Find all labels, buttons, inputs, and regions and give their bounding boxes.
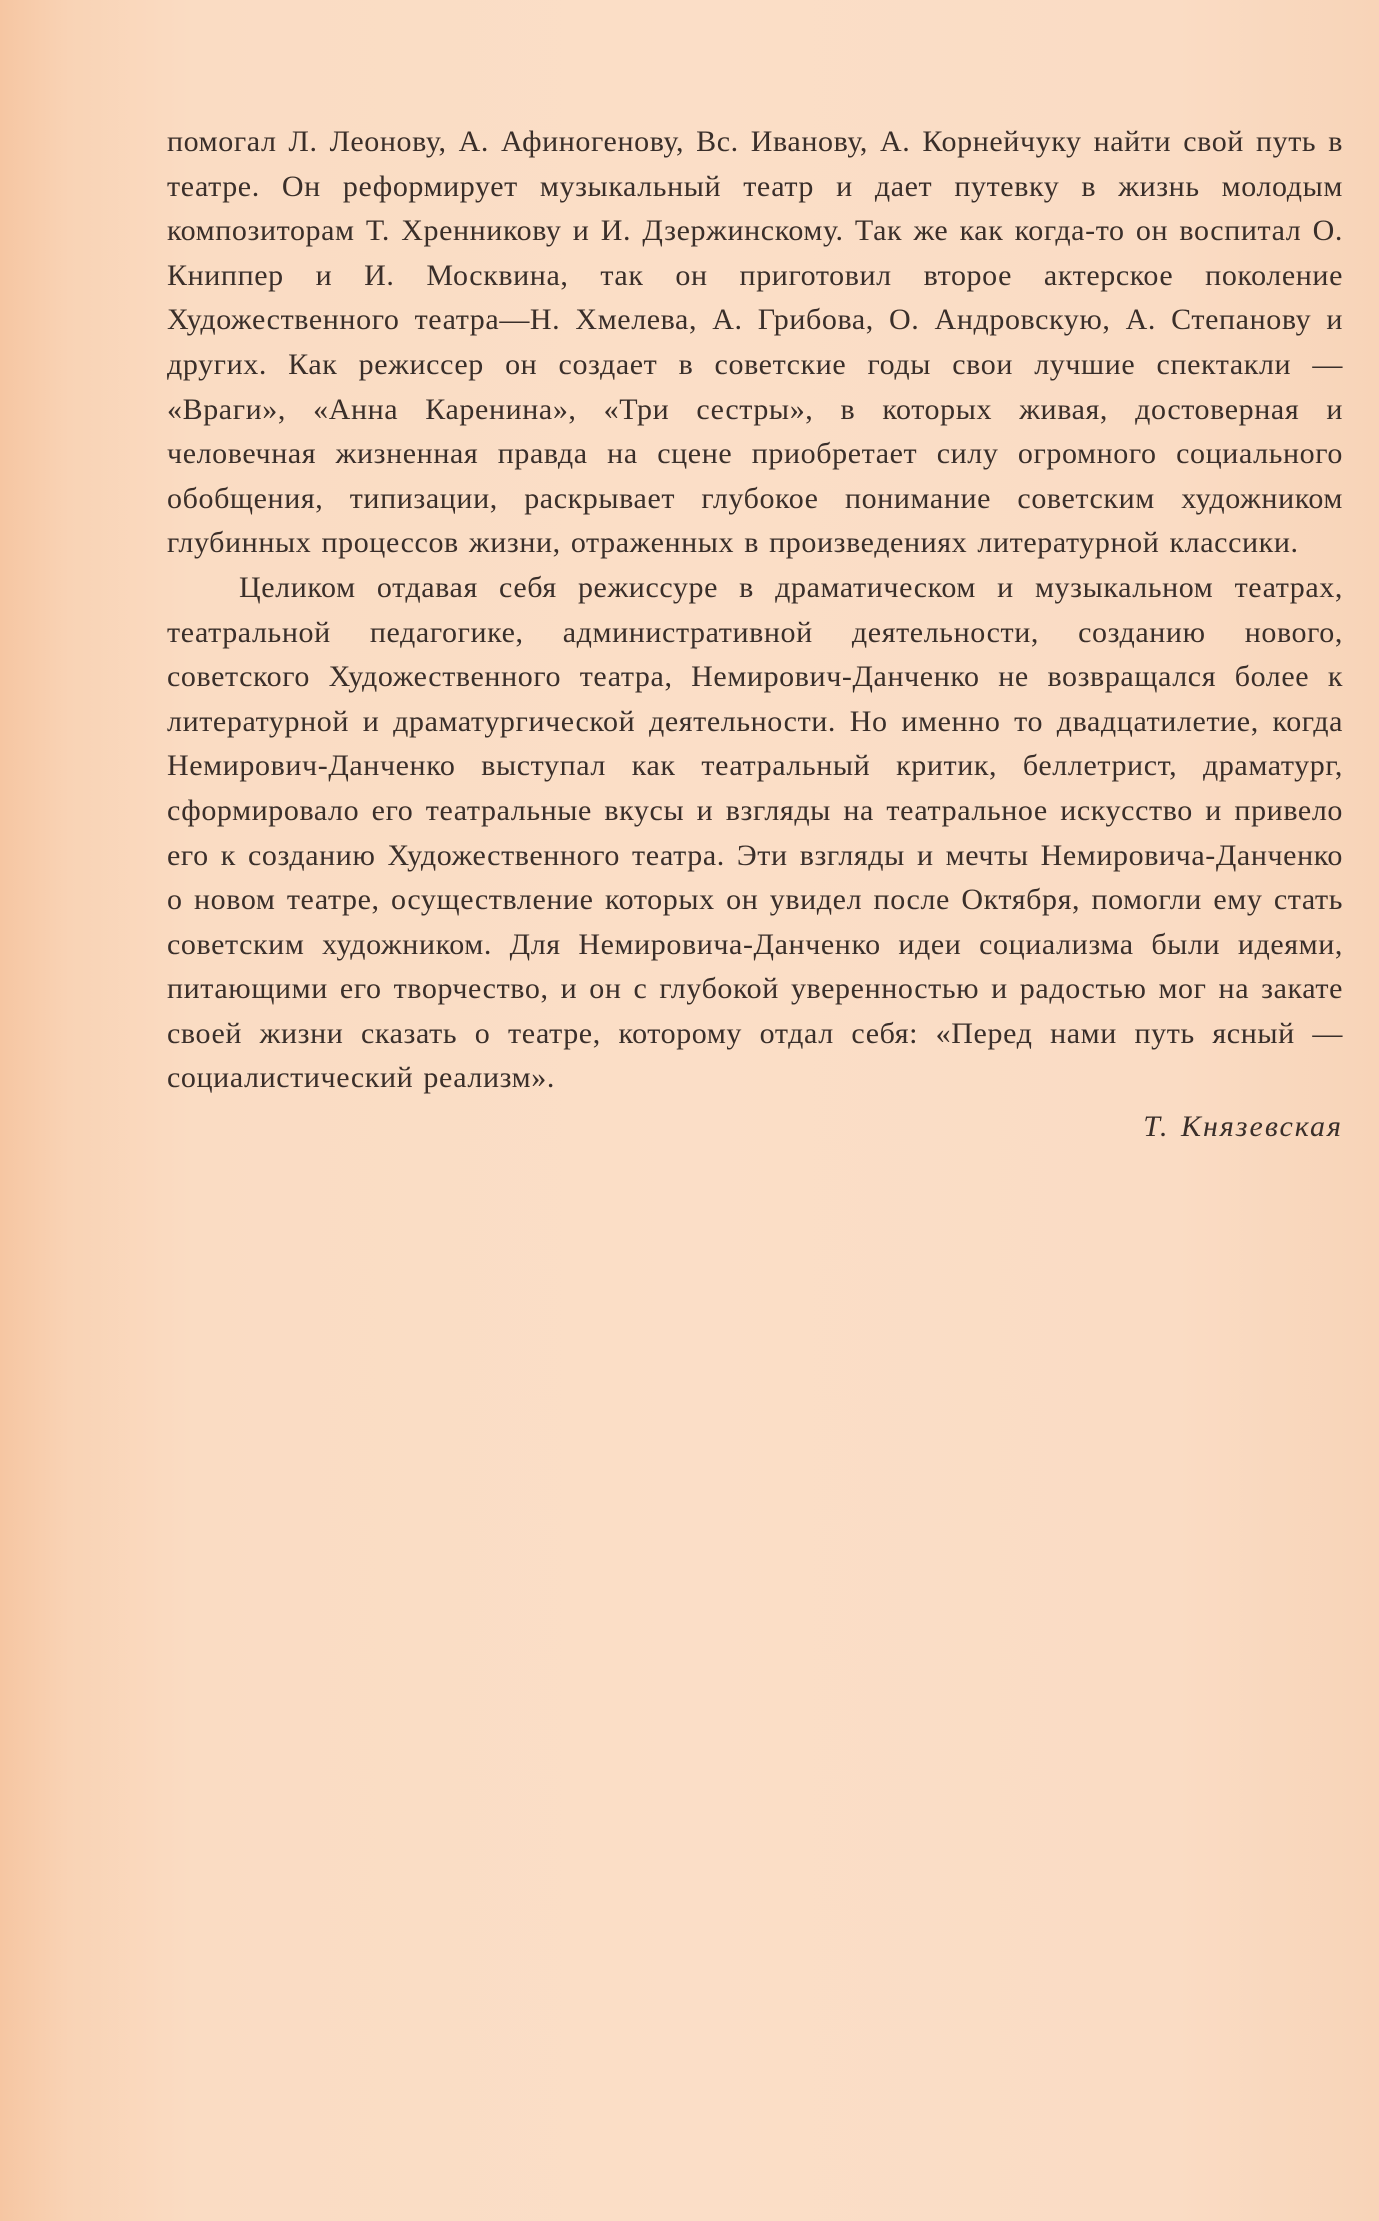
body-text	[167, 120, 1343, 1150]
paragraph: Целиком отдавая себя режиссуре в драматическом и музыкальном театрах, театральной педагогике, административной деятельности, созданию нового, советского Художественного театра, Немирович-Данченко не возвращался более к литературной и драматургической деятельности. Но именно то двадцатилетие, когда Немирович-Данченко выступал как театральный критик, беллетрист, драматург, сформировало его театральные вкусы и взгляды на театральное искусство и привело его к созданию Художественного театра. Эти взгляды и мечты Немировича-Данченко о новом театре, осуществление которых он увидел после Октября, помогли ему стать советским художником. Для Немировича-Данченко идеи социализма были идеями, питающими его творчество, и он с глубокой уверенностью и радостью мог на закате своей жизни сказать о театре, которому отдал себя: «Перед нами путь ясный — социалистический реализм».	[167, 570, 1343, 1095]
paragraph-continued: помогал Л. Леонову, А. Афиногенову, Вс. Иванову, А. Корнейчуку найти свой путь в театре. Он реформирует музыкальный театр и дает путевку в жизнь молодым композиторам Т. Хренникову и И. Дзержинскому. Так же как когда-то он воспитал О. Книппер и И. Москвина, так он приготовил второе актерское поколение Художественного театра—Н. Хмелева, А. Грибова, О. Андровскую, А. Степанову и других. Как режиссер он создает в советские годы свои лучшие спектакли — «Враги», «Анна Каренина», «Три сестры», в которых живая, достоверная и человечная жизненная правда на сцене приобретает силу огромного социального обобщения, типизации, раскрывает глубокое понимание советским художником глубинных процессов жизни, отраженных в произведениях литературной классики.	[167, 125, 1343, 560]
author-signature: Т. Князевская	[1143, 1110, 1343, 1144]
